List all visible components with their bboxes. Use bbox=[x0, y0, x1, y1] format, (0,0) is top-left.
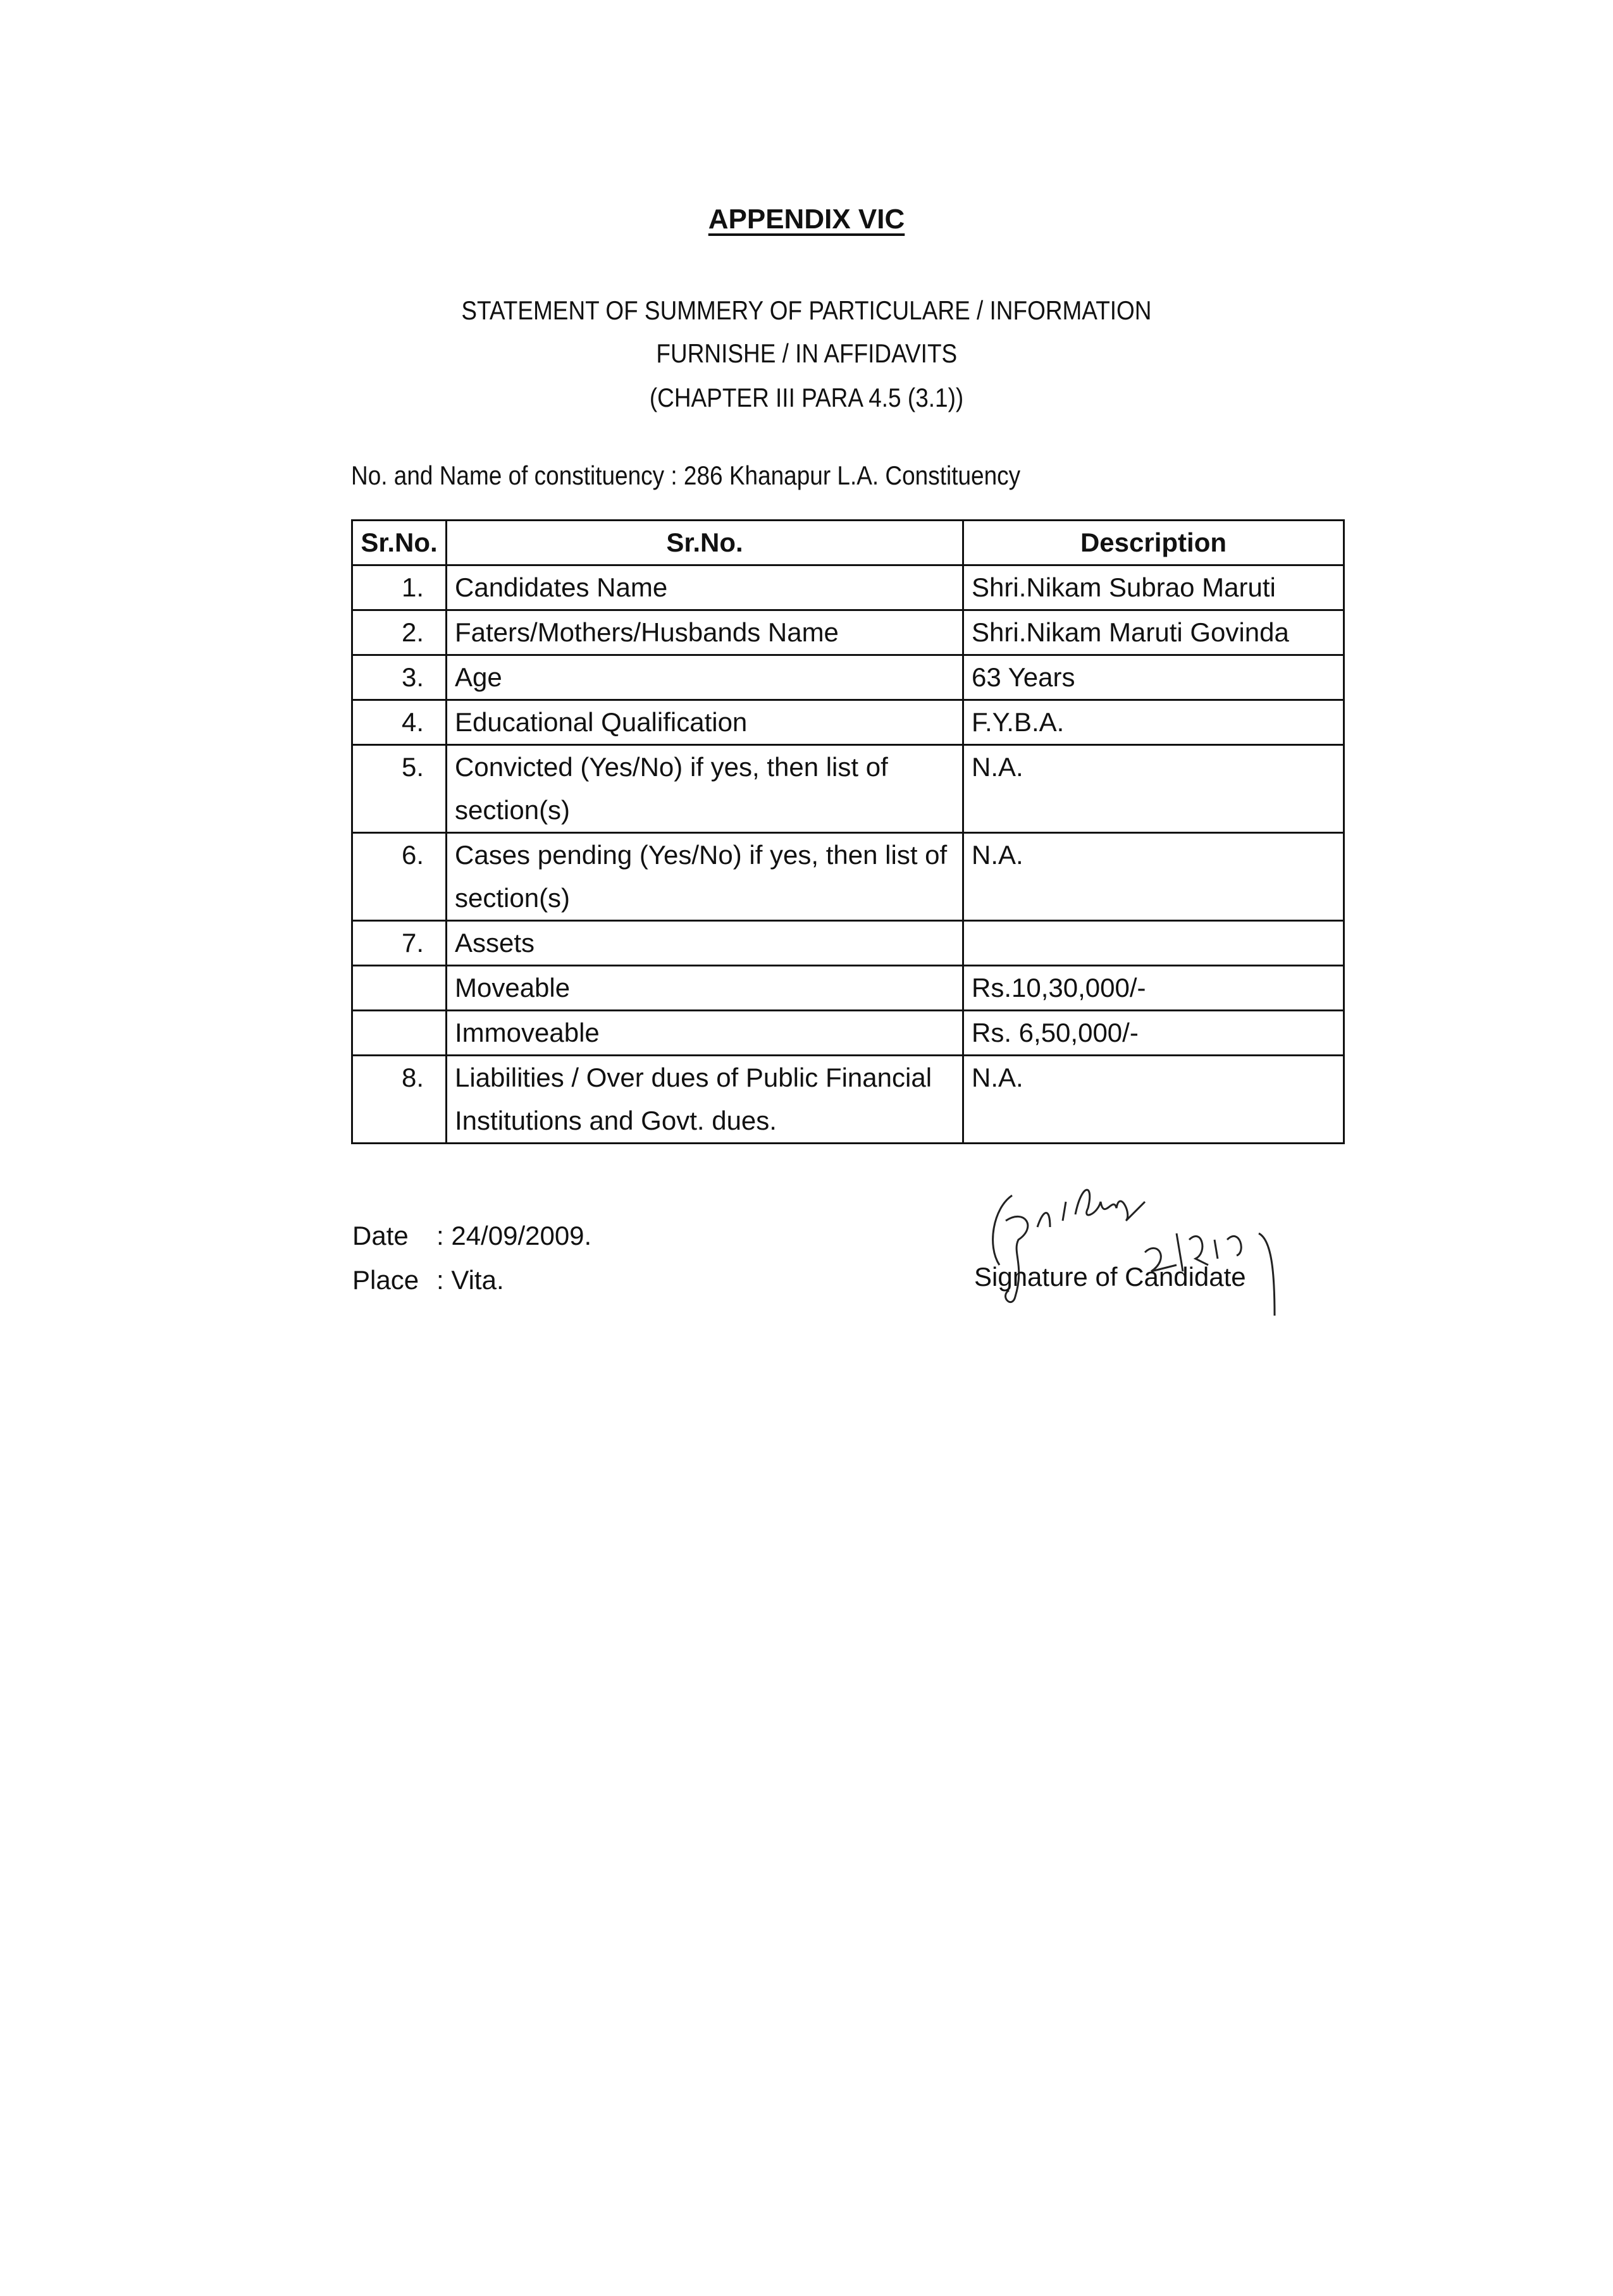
heading-text: FURNISHE / IN AFFIDAVITS bbox=[656, 338, 957, 368]
header-description: Description bbox=[963, 521, 1344, 565]
particular-cell: Immoveable bbox=[447, 1011, 963, 1056]
table-row bbox=[352, 1011, 1344, 1056]
description-cell: Rs. 6,50,000/- bbox=[963, 1011, 1344, 1056]
header-sr-no: Sr.No. bbox=[352, 521, 447, 565]
description-cell: N.A. bbox=[963, 833, 1344, 921]
sr-cell bbox=[352, 1011, 447, 1056]
description-cell: N.A. bbox=[963, 1056, 1344, 1144]
heading-line-2 bbox=[0, 338, 1613, 369]
constituency-text: No. and Name of constituency : 286 Khanapur L.A. Constituency bbox=[351, 460, 1021, 490]
place-value: : Vita. bbox=[436, 1265, 504, 1295]
description-cell: Rs.10,30,000/- bbox=[963, 966, 1344, 1011]
table-row bbox=[352, 745, 1344, 833]
description-cell: F.Y.B.A. bbox=[963, 700, 1344, 745]
date-value: : 24/09/2009. bbox=[436, 1221, 592, 1250]
particular-cell: Cases pending (Yes/No) if yes, then list of section(s) bbox=[447, 833, 963, 921]
heading-line-1 bbox=[0, 295, 1613, 326]
description-cell bbox=[963, 921, 1344, 966]
heading-text: STATEMENT OF SUMMERY OF PARTICULARE / INFORMATION bbox=[461, 295, 1152, 325]
description-cell: 63 Years bbox=[963, 655, 1344, 700]
sr-cell bbox=[352, 966, 447, 1011]
handwritten-signature bbox=[987, 1170, 1328, 1316]
appendix-title bbox=[0, 204, 1613, 235]
particular-cell: Age bbox=[447, 655, 963, 700]
particulars-table bbox=[351, 519, 1345, 1144]
particular-cell: Liabilities / Over dues of Public Financial Institutions and Govt. dues. bbox=[447, 1056, 963, 1144]
sr-cell: 5. bbox=[352, 745, 447, 833]
heading-line-3 bbox=[0, 383, 1613, 413]
table-row bbox=[352, 700, 1344, 745]
sr-cell: 8. bbox=[352, 1056, 447, 1144]
table-row bbox=[352, 565, 1344, 610]
particular-cell: Convicted (Yes/No) if yes, then list of section(s) bbox=[447, 745, 963, 833]
sr-cell: 7. bbox=[352, 921, 447, 966]
sr-cell: 4. bbox=[352, 700, 447, 745]
particular-cell: Educational Qualification bbox=[447, 700, 963, 745]
sr-cell: 1. bbox=[352, 565, 447, 610]
signature-label: Signature of Candidate bbox=[974, 1262, 1246, 1292]
header-particular: Sr.No. bbox=[447, 521, 963, 565]
sr-cell: 3. bbox=[352, 655, 447, 700]
table-row bbox=[352, 655, 1344, 700]
table-row bbox=[352, 921, 1344, 966]
table-header-row bbox=[352, 521, 1344, 565]
description-cell: Shri.Nikam Maruti Govinda bbox=[963, 610, 1344, 655]
sr-cell: 6. bbox=[352, 833, 447, 921]
date-label: Date bbox=[352, 1221, 409, 1250]
description-cell: Shri.Nikam Subrao Maruti bbox=[963, 565, 1344, 610]
particular-cell: Assets bbox=[447, 921, 963, 966]
heading-text: (CHAPTER III PARA 4.5 (3.1)) bbox=[649, 383, 964, 412]
particular-cell: Faters/Mothers/Husbands Name bbox=[447, 610, 963, 655]
place-label: Place bbox=[352, 1265, 419, 1295]
description-cell: N.A. bbox=[963, 745, 1344, 833]
table-row bbox=[352, 610, 1344, 655]
particular-cell: Moveable bbox=[447, 966, 963, 1011]
sr-cell: 2. bbox=[352, 610, 447, 655]
table-row bbox=[352, 1056, 1344, 1144]
table-row bbox=[352, 966, 1344, 1011]
particular-cell: Candidates Name bbox=[447, 565, 963, 610]
table-row bbox=[352, 833, 1344, 921]
appendix-title-text: APPENDIX VIC bbox=[708, 204, 905, 235]
constituency-line bbox=[351, 460, 1111, 491]
